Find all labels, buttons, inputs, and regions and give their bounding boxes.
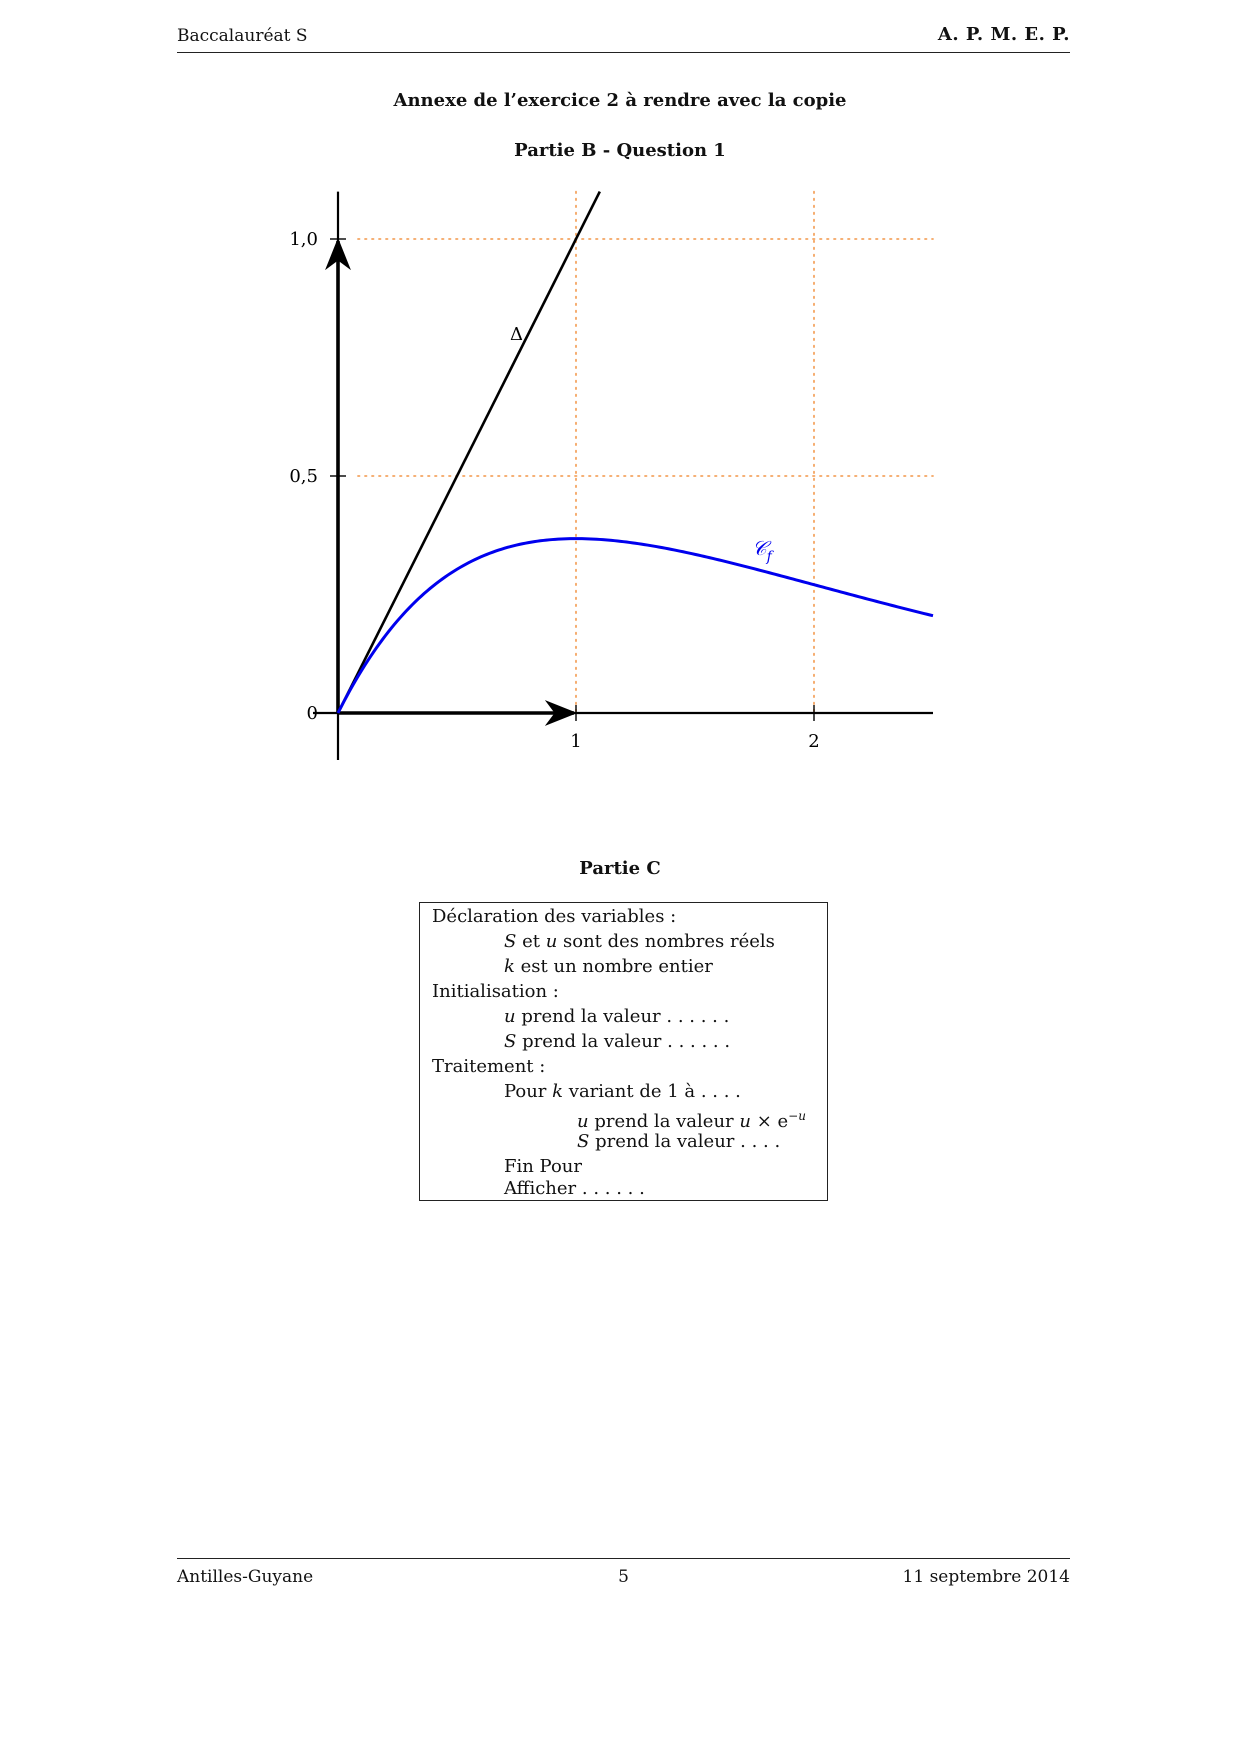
delta-label: Δ (510, 324, 523, 345)
header-right: A. P. M. E. P. (937, 24, 1070, 45)
function-graph (0, 0, 1240, 800)
footer-date: 11 septembre 2014 (902, 1567, 1070, 1587)
algo-line-s-update: S prend la valeur . . . . (577, 1131, 781, 1152)
y-tick-label: 0 (306, 703, 318, 724)
algorithm-box (419, 902, 828, 1201)
y-tick-label: 1,0 (289, 229, 318, 250)
algo-line-traitement: Traitement : (432, 1056, 546, 1077)
annexe-title: Annexe de l’exercice 2 à rendre avec la copie (393, 90, 847, 111)
partie-c-title: Partie C (579, 858, 661, 879)
algo-line-u-update: u prend la valeur $u \times e^{-u}$ (577, 1109, 806, 1132)
algo-line-s-init: S prend la valeur . . . . . . (504, 1031, 731, 1052)
page-number: 5 (618, 1567, 629, 1587)
algo-line-init: Initialisation : (432, 981, 559, 1002)
x-tick-label: 1 (570, 731, 582, 752)
y-tick-label: 0,5 (289, 466, 318, 487)
algo-line-end-for: Fin Pour (504, 1156, 582, 1177)
header-left: Baccalauréat S (177, 26, 308, 46)
page-footer (177, 1558, 1070, 1599)
algo-line-afficher: Afficher . . . . . . (504, 1178, 645, 1199)
cf-curve (338, 539, 933, 713)
partie-b-title: Partie B - Question 1 (514, 140, 726, 161)
algo-line-int-var: k est un nombre entier (504, 956, 713, 977)
delta-line (338, 192, 600, 713)
algo-line-u-init: u prend la valeur . . . . . . (504, 1006, 730, 1027)
x-tick-label: 2 (808, 731, 820, 752)
algo-line-real-vars: S et u sont des nombres réels (504, 931, 775, 952)
algo-line-for: Pour k variant de 1 à . . . . (504, 1081, 741, 1102)
algo-line-declaration: Déclaration des variables : (432, 906, 677, 927)
footer-left: Antilles-Guyane (177, 1567, 314, 1587)
cf-label: 𝒞$_f$ (752, 536, 772, 565)
